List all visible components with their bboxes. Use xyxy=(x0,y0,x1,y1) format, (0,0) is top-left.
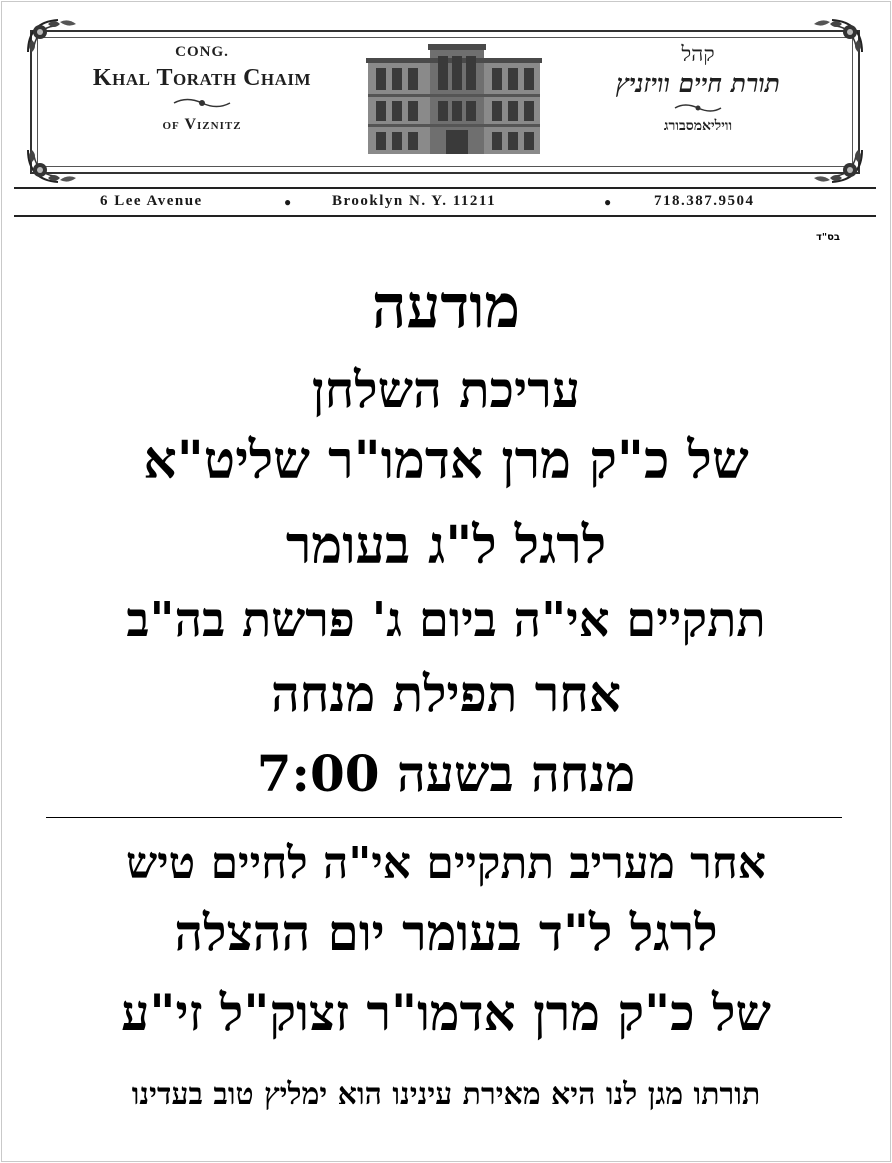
notice-line-2: עריכת השלחן xyxy=(311,360,581,419)
phone-number: 718.387.9504 xyxy=(654,193,755,209)
notice-line-5: תתקיים אי"ה ביום ג' פרשת בה"ב xyxy=(126,592,766,648)
flourish-icon xyxy=(172,96,232,110)
notice-line-10: של כ"ק מרן אדמו"ר זצוק"ל זי"ע xyxy=(121,983,771,1042)
address-bar xyxy=(14,187,876,217)
divider-line xyxy=(46,817,842,818)
hebrew-city: וויליאמסבורג xyxy=(663,118,733,134)
city-address: Brooklyn N. Y. 11211 xyxy=(332,193,497,209)
congregation-of-viznitz: of Viznitz xyxy=(162,116,242,133)
hebrew-congregation-name xyxy=(568,42,828,135)
notice-line-9: לרגל ל"ד בעומר יום ההצלה xyxy=(174,903,718,962)
street-address: 6 Lee Avenue xyxy=(100,193,203,209)
english-congregation-name xyxy=(62,44,342,134)
cong-label: CONG. xyxy=(175,44,229,60)
corner-ornament-icon xyxy=(24,146,86,186)
notice-footer-line: תורתו מגן לנו היא מאירת עינינו הוא ימליץ טוב בעדינו xyxy=(131,1077,761,1112)
notice-title: מודעה xyxy=(371,272,521,342)
flourish-icon xyxy=(673,102,723,114)
separator-icon: ● xyxy=(604,195,613,209)
notice-line-7: מנחה בשעה 7:00 xyxy=(256,744,636,803)
corner-ornament-icon xyxy=(804,146,866,186)
bsd-mark: בס"ד xyxy=(816,232,840,243)
notice-line-8: אחר מעריב תתקיים אי"ה לחיים טיש xyxy=(125,838,767,889)
separator-icon: ● xyxy=(284,195,293,209)
synagogue-building-icon xyxy=(366,44,542,156)
hebrew-name: תורת חיים וויזניץ xyxy=(615,69,781,98)
letterhead xyxy=(14,14,876,188)
kahal-label: קהל xyxy=(681,42,715,66)
notice-line-4: לרגל ל"ג בעומר xyxy=(285,515,607,576)
notice-line-6: אחר תפילת מנחה xyxy=(271,664,621,723)
congregation-name: Khal Torath Chaim xyxy=(92,65,312,91)
notice-line-3: של כ"ק מרן אדמו"ר שליט"א xyxy=(143,430,749,491)
